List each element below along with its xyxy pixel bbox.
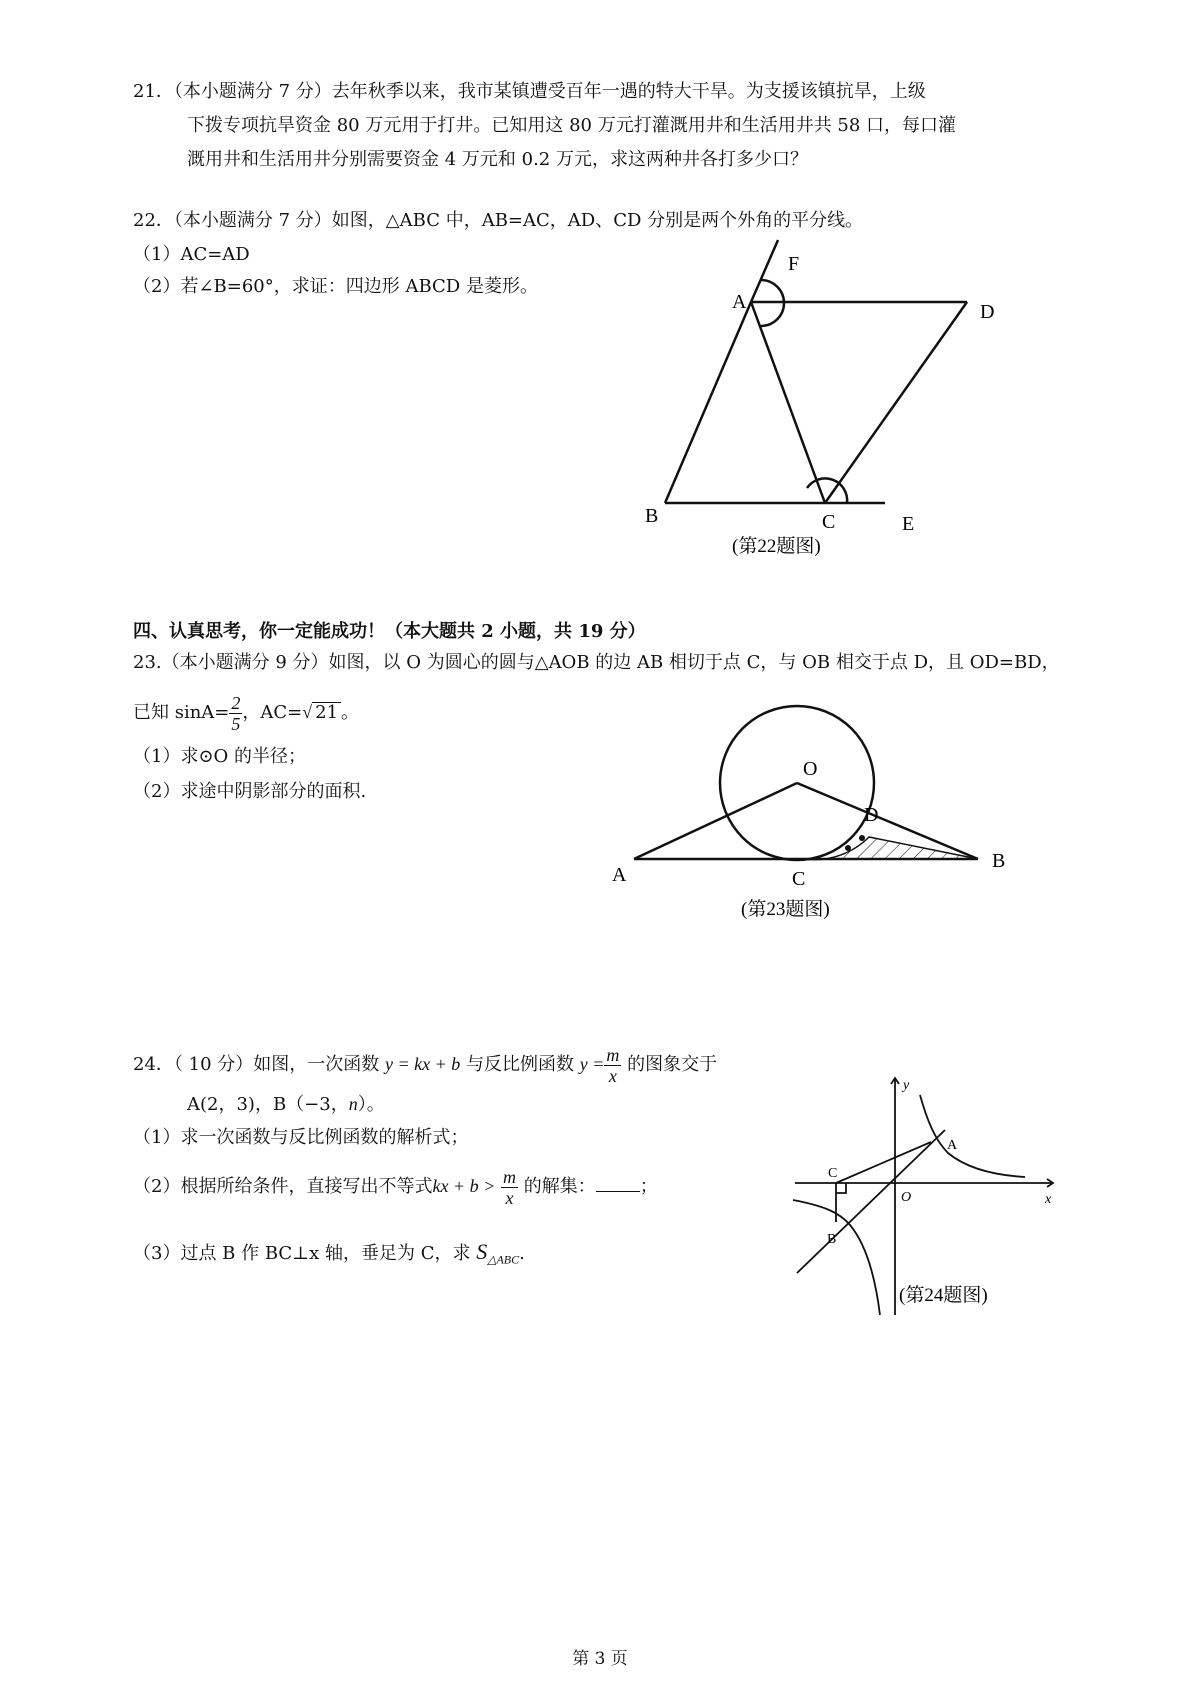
q23-sin-fraction bbox=[229, 693, 242, 734]
section4-heading: 四、认真思考，你一定能成功！（本大题共 2 小题，共 19 分） bbox=[133, 621, 646, 642]
q24-line-ab bbox=[797, 1130, 945, 1273]
q22-line-ac bbox=[751, 302, 825, 503]
q24-part2-b: 的解集： bbox=[523, 1176, 596, 1197]
q23-given-suffix: 。 bbox=[341, 702, 360, 723]
q21-line1: 21．（本小题满分 7 分）去年秋季以来，我市某镇遭受百年一遇的特大干旱。为支援该镇抗旱，上级 bbox=[133, 81, 926, 102]
q23-arc-dot-2 bbox=[845, 845, 851, 851]
q24-label-y: y bbox=[903, 1078, 910, 1093]
q24-part3-end: . bbox=[519, 1243, 525, 1264]
q24-label-c: C bbox=[828, 1166, 838, 1181]
q23-label-b: B bbox=[992, 850, 1006, 872]
q24-part3 bbox=[133, 1240, 525, 1272]
q24-hyperbola-right bbox=[920, 1095, 1025, 1177]
q24-line1-c: 的图象交于 bbox=[627, 1054, 718, 1075]
q24-label-o: O bbox=[901, 1190, 912, 1205]
q23-part1: （1）求⊙O 的半径； bbox=[133, 746, 307, 767]
q24-eq2-lhs: y = bbox=[579, 1054, 605, 1074]
q23-line-ao bbox=[634, 783, 797, 859]
q24-part3-sub: △ABC bbox=[487, 1252, 520, 1267]
q24-part3-a: （3）过点 B 作 BC⊥x 轴，垂足为 C，求 bbox=[133, 1243, 471, 1264]
q24-caption: (第24题图) bbox=[899, 1285, 988, 1306]
q23-label-d: D bbox=[864, 804, 879, 826]
q22-figure bbox=[640, 240, 995, 560]
q21-line3: 溉用井和生活用井分别需要资金 4 万元和 0.2 万元，求这两种井各打多少口？ bbox=[187, 149, 808, 170]
q24-line-ca bbox=[836, 1142, 931, 1183]
q24-eq1: y = kx + b bbox=[385, 1054, 461, 1074]
q24-part2-ineq: kx + b > bbox=[432, 1176, 496, 1196]
q24-part2-end: ； bbox=[639, 1176, 658, 1197]
q23-line1: 23.（本小题满分 9 分）如图，以 O 为圆心的圆与△AOB 的边 AB 相切于点 C，与 OB 相交于点 D，且 OD=BD， bbox=[133, 652, 1060, 673]
q23-ac-sqrt: 21 bbox=[312, 702, 341, 723]
q23-arc-dot-1 bbox=[859, 835, 865, 841]
q24-label-b: B bbox=[827, 1232, 837, 1247]
q22-line-cd bbox=[825, 302, 967, 503]
q24-frac-den: x bbox=[608, 1065, 617, 1086]
page-number: 第 3 页 bbox=[572, 1649, 628, 1669]
q22-label-a: A bbox=[732, 291, 747, 313]
q23-sin-num: 2 bbox=[231, 692, 241, 713]
q23-label-c: C bbox=[792, 868, 806, 890]
q24-line2-text: A(2，3)，B（−3， bbox=[187, 1094, 349, 1115]
q22-label-f: F bbox=[788, 253, 800, 275]
q24-part2-frac-num: m bbox=[502, 1166, 516, 1187]
q24-part2-fraction bbox=[501, 1167, 518, 1208]
q22-line1: 22．（本小题满分 7 分）如图，△ABC 中，AB=AC，AD、CD 分别是两个外角的平分线。 bbox=[133, 210, 864, 231]
q24-fraction bbox=[604, 1045, 621, 1086]
q22-line-af bbox=[751, 240, 778, 302]
q24-part2 bbox=[133, 1162, 658, 1211]
q23-sin-den: 5 bbox=[231, 713, 241, 734]
q23-figure bbox=[600, 705, 1020, 925]
q24-label-x: x bbox=[1045, 1192, 1052, 1207]
q24-part2-frac-den: x bbox=[505, 1187, 514, 1208]
q23-label-a: A bbox=[612, 864, 627, 886]
q24-line1 bbox=[133, 1040, 717, 1089]
q24-line1-a: 24．（ 10 分）如图，一次函数 bbox=[133, 1054, 380, 1075]
q22-part1: （1）AC=AD bbox=[133, 244, 250, 265]
q24-part1: （1）求一次函数与反比例函数的解析式； bbox=[133, 1127, 469, 1148]
q24-part2-a: （2）根据所给条件，直接写出不等式 bbox=[133, 1176, 433, 1197]
q21-line2: 下拨专项抗旱资金 80 万元用于打井。已知用这 80 万元打灌溉用井和生活用井共 58 口，每口灌 bbox=[187, 115, 957, 136]
q22-part2: （2）若∠B=60°，求证：四边形 ABCD 是菱形。 bbox=[133, 276, 538, 297]
q23-ac-prefix: ，AC= bbox=[242, 702, 303, 723]
q24-line1-b: 与反比例函数 bbox=[466, 1054, 574, 1075]
q23-given: 已知 sinA= $\frac{2}{5}$ ，AC=√ 21 。 bbox=[133, 692, 360, 734]
q22-label-e: E bbox=[902, 513, 915, 535]
q23-part2: （2）求途中阴影部分的面积. bbox=[133, 781, 367, 802]
q24-figure bbox=[785, 1075, 1075, 1315]
q24-right-angle-mark bbox=[836, 1183, 846, 1193]
q24-frac-num: m bbox=[606, 1044, 620, 1065]
q23-given-prefix: 已知 sinA= bbox=[133, 702, 230, 723]
q24-answer-blank[interactable] bbox=[596, 1177, 640, 1192]
q22-label-b: B bbox=[645, 505, 659, 527]
q22-label-c: C bbox=[822, 511, 836, 533]
q24-part3-s: S bbox=[476, 1239, 488, 1264]
q23-label-o: O bbox=[803, 758, 818, 780]
q24-line2 bbox=[187, 1092, 385, 1117]
q23-caption: (第23题图) bbox=[741, 899, 830, 920]
q24-label-a: A bbox=[947, 1138, 958, 1153]
q22-caption: (第22题图) bbox=[732, 536, 821, 557]
q22-label-d: D bbox=[980, 301, 995, 323]
q24-line2-n: n bbox=[348, 1094, 358, 1114]
q24-line2-end: ）。 bbox=[357, 1094, 385, 1115]
q22-line-ab bbox=[665, 302, 751, 503]
